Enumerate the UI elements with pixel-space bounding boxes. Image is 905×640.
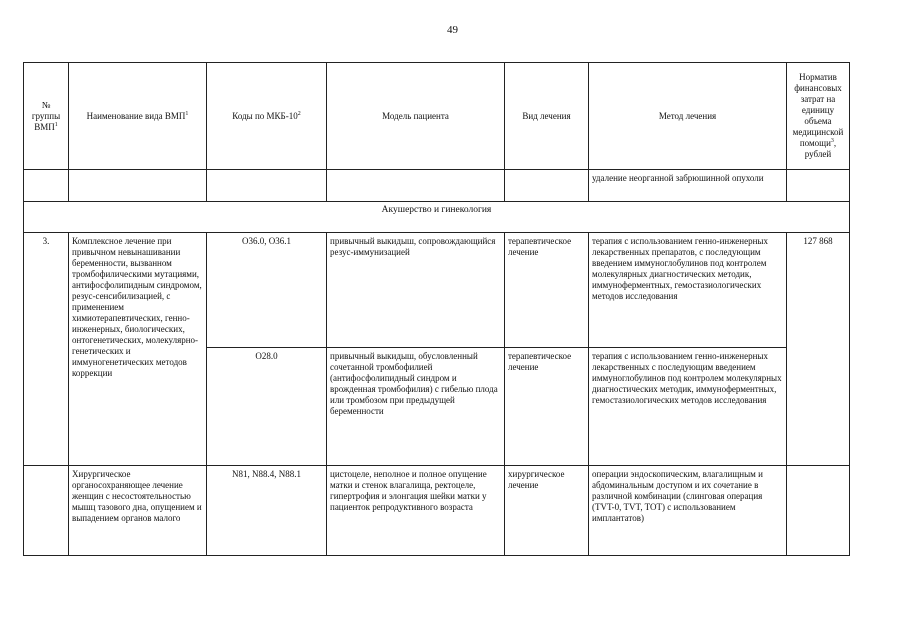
table-cell: [69, 170, 207, 202]
continuation-method: удаление неорганной забрюшинной опухоли: [589, 170, 787, 202]
header-patient-model: Модель пациента: [327, 63, 505, 170]
header-norm: Норматив финансовых затрат на единицу объема медицинской помощи$^3$, рублей: [787, 63, 850, 170]
treatment-type: хирургическое лечение: [505, 466, 589, 556]
header-treatment-type: Вид лечения: [505, 63, 589, 170]
icd-codes: N81, N88.4, N88.1: [207, 466, 327, 556]
table-row: [24, 466, 850, 556]
table-header-row: [24, 63, 850, 170]
table-cell: [787, 170, 850, 202]
header-vmp-name: Наименование вида ВМП$^1$: [69, 63, 207, 170]
table-cell: [24, 466, 69, 556]
header-group-no: № группы ВМП$^1$: [24, 63, 69, 170]
patient-model: цистоцеле, неполное и полное опущение матки и стенок влагалища, ректоцеле, гипертрофия и элонгация шейки матки у пациенток репродуктивного возраста: [327, 466, 505, 556]
norm-value: 127 868: [787, 233, 850, 466]
group-name: Комплексное лечение при привычном невынашивании беременности, вызванном тромбофилическими мутациями, антифосфолипидным синдромом, резус-сенсибилизацией, с применением химиотерапевтических, генно-инженерных, биологических, онтогенетических, молекулярно-генетических и иммуногенетических методов коррекции: [69, 233, 207, 466]
patient-model: привычный выкидыш, сопровождающийся резус-иммунизацией: [327, 233, 505, 348]
header-treatment-method: Метод лечения: [589, 63, 787, 170]
table-cell: [207, 170, 327, 202]
section-title: Акушерство и гинекология: [24, 202, 850, 233]
patient-model: привычный выкидыш, обусловленный сочетанной тромбофилией (антифосфолипидный синдром и врожденная тромбофилия) с гибелью плода или тромбозом при предыдущей беременности: [327, 348, 505, 466]
table-row: [24, 233, 850, 348]
treatment-method: терапия с использованием генно-инженерных лекарственных с последующим введением иммуноглобулинов под контролем молекулярных диагностических методик, иммуноферментных, гемостазиологических методов исследования: [589, 348, 787, 466]
table-cell: [24, 170, 69, 202]
icd-codes: O36.0, O36.1: [207, 233, 327, 348]
treatment-type: терапевтическое лечение: [505, 348, 589, 466]
table-cell: [787, 466, 850, 556]
treatment-method: терапия с использованием генно-инженерных лекарственных препаратов, с последующим введением иммуноглобулинов под контролем молекулярных диагностических методик, иммуноферментных, гемостазиологических методов исследования: [589, 233, 787, 348]
header-icd-codes: Коды по МКБ-$10^2$: [207, 63, 327, 170]
icd-codes: O28.0: [207, 348, 327, 466]
treatment-method: операции эндоскопическим, влагалищным и абдоминальным доступом и их сочетание в различной комбинации (слинговая операция (TVT-0, TVT, TOT) с использованием имплантатов): [589, 466, 787, 556]
vmp-table: [23, 62, 850, 556]
group-number: 3.: [24, 233, 69, 466]
table-cell: [505, 170, 589, 202]
vmp-name: Хирургическое органосохраняющее лечение женщин с несостоятельностью мышц тазового дна, опущением и выпадением органов малого: [69, 466, 207, 556]
continuation-row: [24, 170, 850, 202]
page-number: 49: [447, 24, 458, 36]
section-row: [24, 202, 850, 233]
table-cell: [327, 170, 505, 202]
treatment-type: терапевтическое лечение: [505, 233, 589, 348]
